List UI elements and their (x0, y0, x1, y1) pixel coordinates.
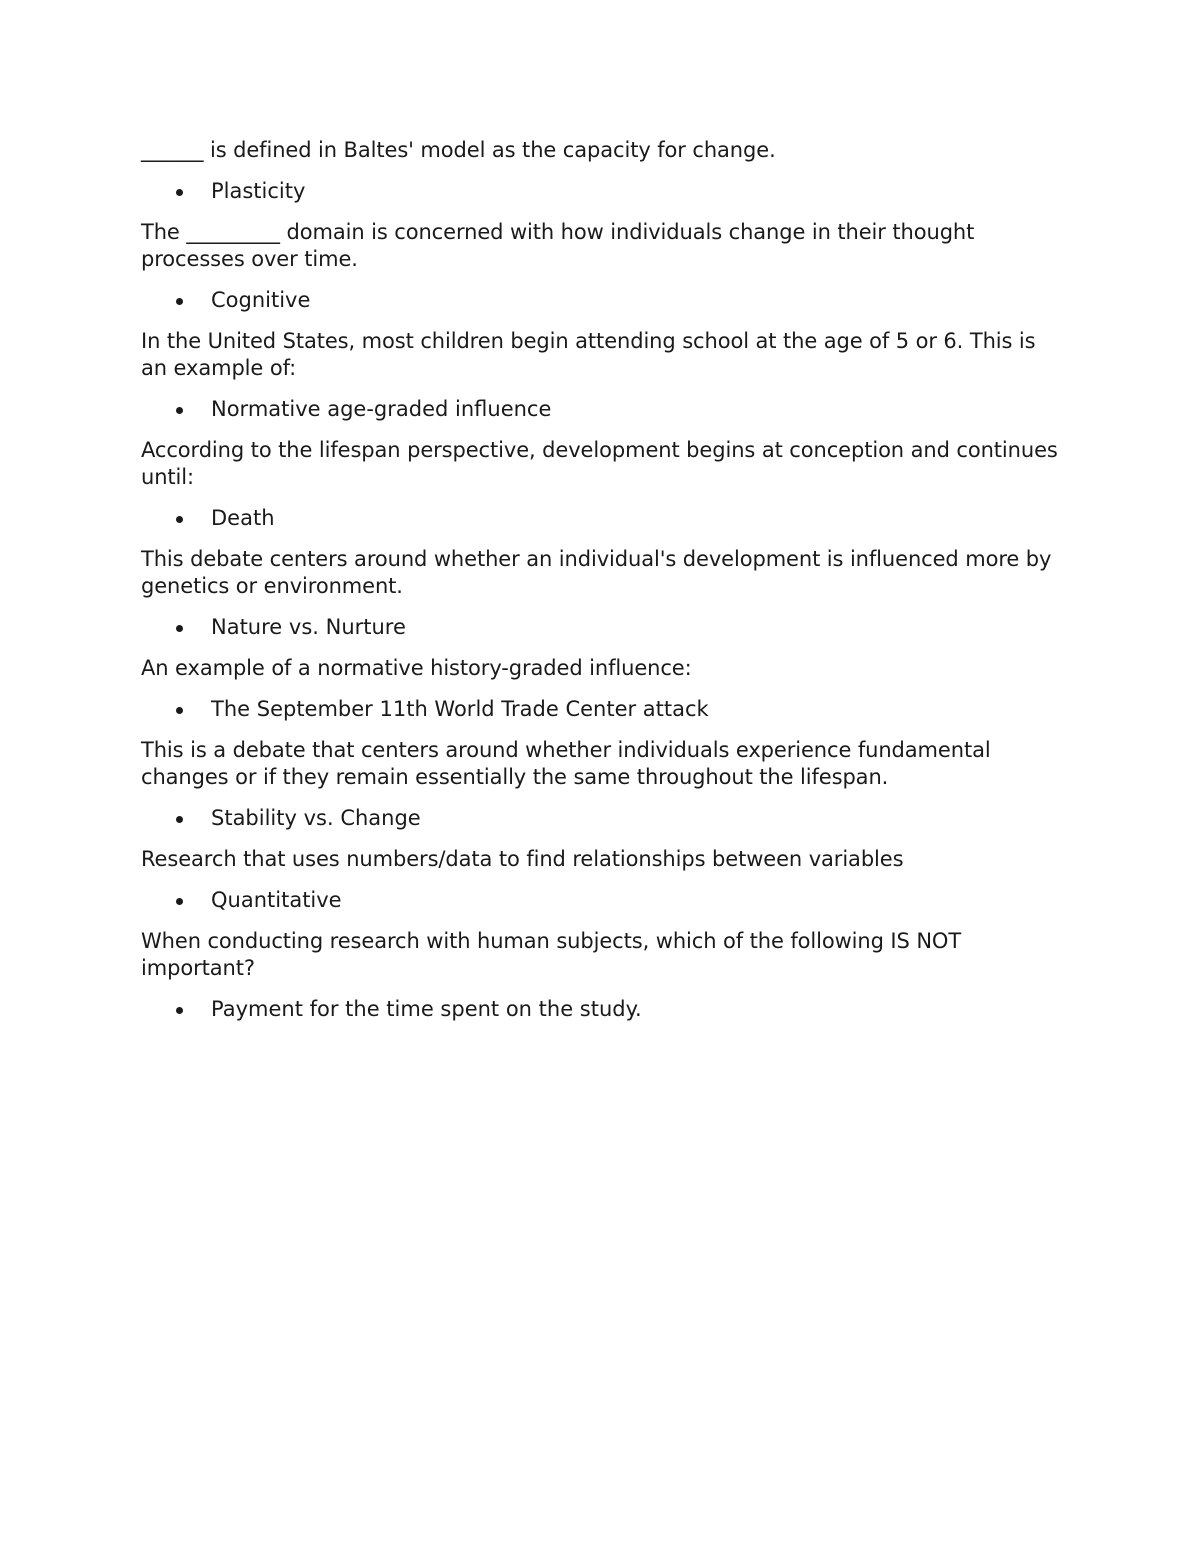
answer-text: Stability vs. Change (211, 806, 421, 830)
bullet-icon (176, 407, 183, 414)
answer-list (141, 178, 1061, 205)
qa-item (141, 928, 1061, 1023)
bullet-icon (176, 516, 183, 523)
qa-item (141, 546, 1061, 641)
document-page (141, 137, 1061, 1037)
question-text: The _________ domain is concerned with how individuals change in their thought processes over time. (141, 220, 975, 271)
qa-item (141, 655, 1061, 723)
question-text: Research that uses numbers/data to find relationships between variables (141, 847, 904, 871)
qa-item (141, 219, 1061, 314)
qa-item (141, 846, 1061, 914)
answer-text: Plasticity (211, 179, 306, 203)
question-text: When conducting research with human subjects, which of the following IS NOT important? (141, 929, 962, 980)
bullet-icon (176, 816, 183, 823)
question-text: ______ is defined in Baltes' model as the capacity for change. (141, 138, 776, 162)
qa-item (141, 737, 1061, 832)
question-text: An example of a normative history-graded influence: (141, 656, 692, 680)
question-text: In the United States, most children begin attending school at the age of 5 or 6. This is an example of: (141, 329, 1036, 380)
answer-item (141, 178, 1061, 205)
bullet-icon (176, 707, 183, 714)
answer-list (141, 614, 1061, 641)
answer-text: Nature vs. Nurture (211, 615, 406, 639)
answer-item (141, 505, 1061, 532)
answer-text: Cognitive (211, 288, 311, 312)
bullet-icon (176, 189, 183, 196)
answer-text: The September 11th World Trade Center attack (211, 697, 709, 721)
answer-list (141, 696, 1061, 723)
bullet-icon (176, 898, 183, 905)
answer-text: Death (211, 506, 275, 530)
answer-list (141, 887, 1061, 914)
answer-item (141, 696, 1061, 723)
answer-list (141, 996, 1061, 1023)
bullet-icon (176, 625, 183, 632)
qa-item (141, 137, 1061, 205)
answer-text: Normative age-graded influence (211, 397, 552, 421)
question-text: According to the lifespan perspective, development begins at conception and continues until: (141, 438, 1058, 489)
answer-item (141, 996, 1061, 1023)
question-text: This is a debate that centers around whether individuals experience fundamental changes or if they remain essentially the same throughout the lifespan. (141, 738, 991, 789)
bullet-icon (176, 1007, 183, 1014)
bullet-icon (176, 298, 183, 305)
answer-list (141, 287, 1061, 314)
answer-text: Payment for the time spent on the study. (211, 997, 642, 1021)
question-text: This debate centers around whether an individual's development is influenced more by genetics or environment. (141, 547, 1052, 598)
answer-item (141, 614, 1061, 641)
qa-item (141, 328, 1061, 423)
qa-item (141, 437, 1061, 532)
answer-list (141, 396, 1061, 423)
answer-item (141, 287, 1061, 314)
answer-list (141, 505, 1061, 532)
answer-text: Quantitative (211, 888, 342, 912)
answer-item (141, 887, 1061, 914)
answer-list (141, 805, 1061, 832)
answer-item (141, 396, 1061, 423)
answer-item (141, 805, 1061, 832)
